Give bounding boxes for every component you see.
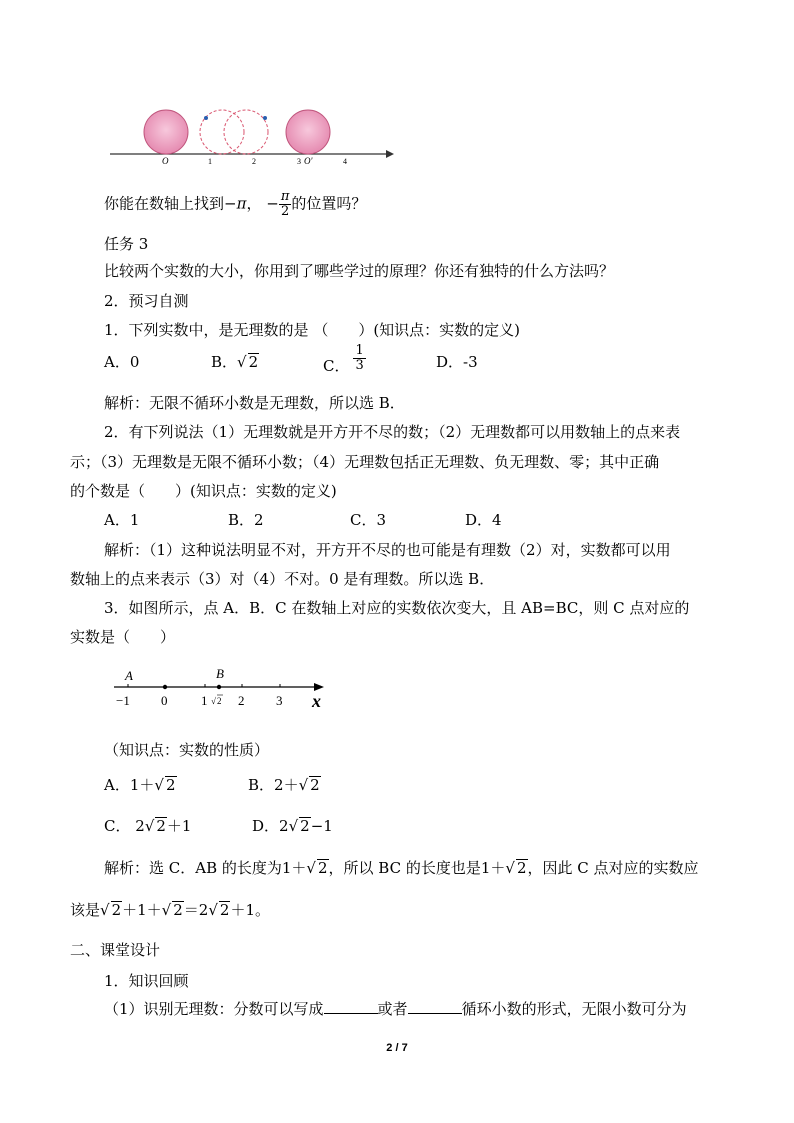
- question-pi: [104, 190, 794, 219]
- tick-3: 3: [276, 693, 283, 708]
- q1-option-b: B．√ 2: [211, 353, 259, 371]
- task3-text: 比较两个实数的大小，你用到了哪些学过的原理？你还有独特的什么方法吗？: [104, 262, 615, 280]
- q3-analysis-2: 该是√ 2＋1＋√ 2＝2√ 2＋1。: [70, 901, 270, 919]
- tick-neg1: −1: [116, 693, 130, 708]
- tick-0: 0: [161, 693, 168, 708]
- q1-option-d: D．-3: [436, 353, 478, 371]
- b-value-radical: √: [211, 696, 216, 706]
- rolling-circle-dashed-2: [224, 110, 268, 154]
- frac-neg-sign: −: [266, 194, 279, 213]
- tick-2: 2: [238, 693, 245, 708]
- q3-analysis-1: 解析：选 C．AB 的长度为1＋√ 2，所以 BC 的长度也是1＋√ 2，因此 C 点对应的实数应: [104, 859, 699, 877]
- task3-title: 任务 3: [104, 235, 149, 253]
- section2-sub1: 1．知识回顾: [104, 972, 189, 990]
- figure-label-1: 1: [208, 157, 212, 166]
- q1-option-c: C． $\frac{1}{3}$: [323, 343, 364, 375]
- q3-number-line: [110, 660, 340, 714]
- tick-1: 1: [201, 693, 208, 708]
- figure-arrow-head: [386, 150, 394, 158]
- pi-over-2-fraction: $\frac{\pi}{2}$: [280, 189, 290, 219]
- label-point-a: A: [125, 668, 133, 683]
- q2-line-3: 的个数是（ ）(知识点：实数的定义): [70, 482, 337, 500]
- label-point-b: B: [216, 666, 224, 681]
- roll-marker-2: [263, 116, 267, 120]
- end-circle: [286, 110, 330, 154]
- point-b: [217, 685, 221, 689]
- q1-option-a: A．0: [104, 353, 140, 371]
- q2-option-a: A．1: [104, 511, 140, 529]
- q3-option-b: B．2＋√ 2: [248, 776, 320, 794]
- figure-label-o: O: [162, 156, 169, 166]
- q3-option-c: C． 2√ 2＋1: [104, 817, 192, 835]
- section2-item1: （1）识别无理数：分数可以写成 或者 循环小数的形式，无限小数可分为: [104, 1000, 687, 1018]
- q3-option-d: D．2√ 2−1: [252, 817, 333, 835]
- preview-title: 2．预习自测: [104, 292, 189, 310]
- q2-option-b: B．2: [228, 511, 264, 529]
- q3-line-1: 3．如图所示，点 A．B．C 在数轴上对应的实数依次变大，且 AB=BC，则 C 点对应的: [104, 599, 690, 617]
- figure-label-o-prime: O': [304, 156, 313, 166]
- question-pi-suffix: 的位置吗？: [291, 194, 367, 213]
- question-pi-sep: ，: [246, 194, 262, 213]
- q2-analysis-2: 数轴上的点来表示（3）对（4）不对。0 是有理数。所以选 B．: [70, 570, 495, 588]
- axis-label-x: x: [312, 691, 321, 711]
- roll-marker-1: [204, 116, 208, 120]
- q1-stem: 1．下列实数中，是无理数的是 （ ）(知识点：实数的定义): [104, 321, 521, 339]
- point-0: [163, 685, 167, 689]
- figure-label-2: 2: [252, 157, 256, 166]
- figure-label-4: 4: [343, 157, 347, 166]
- page-number: 2 / 7: [386, 1042, 408, 1054]
- q1-analysis: 解析：无限不循环小数是无理数，所以选 B．: [104, 394, 405, 412]
- start-circle: [144, 110, 188, 154]
- q2-option-c: C．3: [350, 511, 387, 529]
- neg-pi: −π: [224, 194, 247, 213]
- q3-option-a: A．1＋√ 2: [104, 776, 176, 794]
- blank-1: [324, 999, 378, 1014]
- q2-line-1: 2．有下列说法（1）无理数就是开方开不尽的数；（2）无理数都可以用数轴上的点来表: [104, 423, 681, 441]
- question-pi-prefix: 你能在数轴上找到: [104, 194, 225, 213]
- q2-option-d: D．4: [465, 511, 502, 529]
- b-value-radicand: 2: [217, 696, 222, 706]
- blank-2: [408, 999, 462, 1014]
- figure-label-3: 3: [297, 157, 301, 166]
- rolling-circle-figure: [104, 108, 394, 170]
- q3-line-2: 实数是（ ）: [70, 628, 176, 646]
- q2-line-2: 示；（3）无理数是无限不循环小数；（4）无理数包括正无理数、负无理数、零；其中正确: [70, 453, 660, 471]
- section2-title: 二、课堂设计: [70, 941, 161, 959]
- q2-analysis-1: 解析：（1）这种说法明显不对，开方开不尽的也可能是有理数（2）对，实数都可以用: [104, 541, 671, 559]
- q3-knowledge: （知识点：实数的性质）: [104, 741, 270, 759]
